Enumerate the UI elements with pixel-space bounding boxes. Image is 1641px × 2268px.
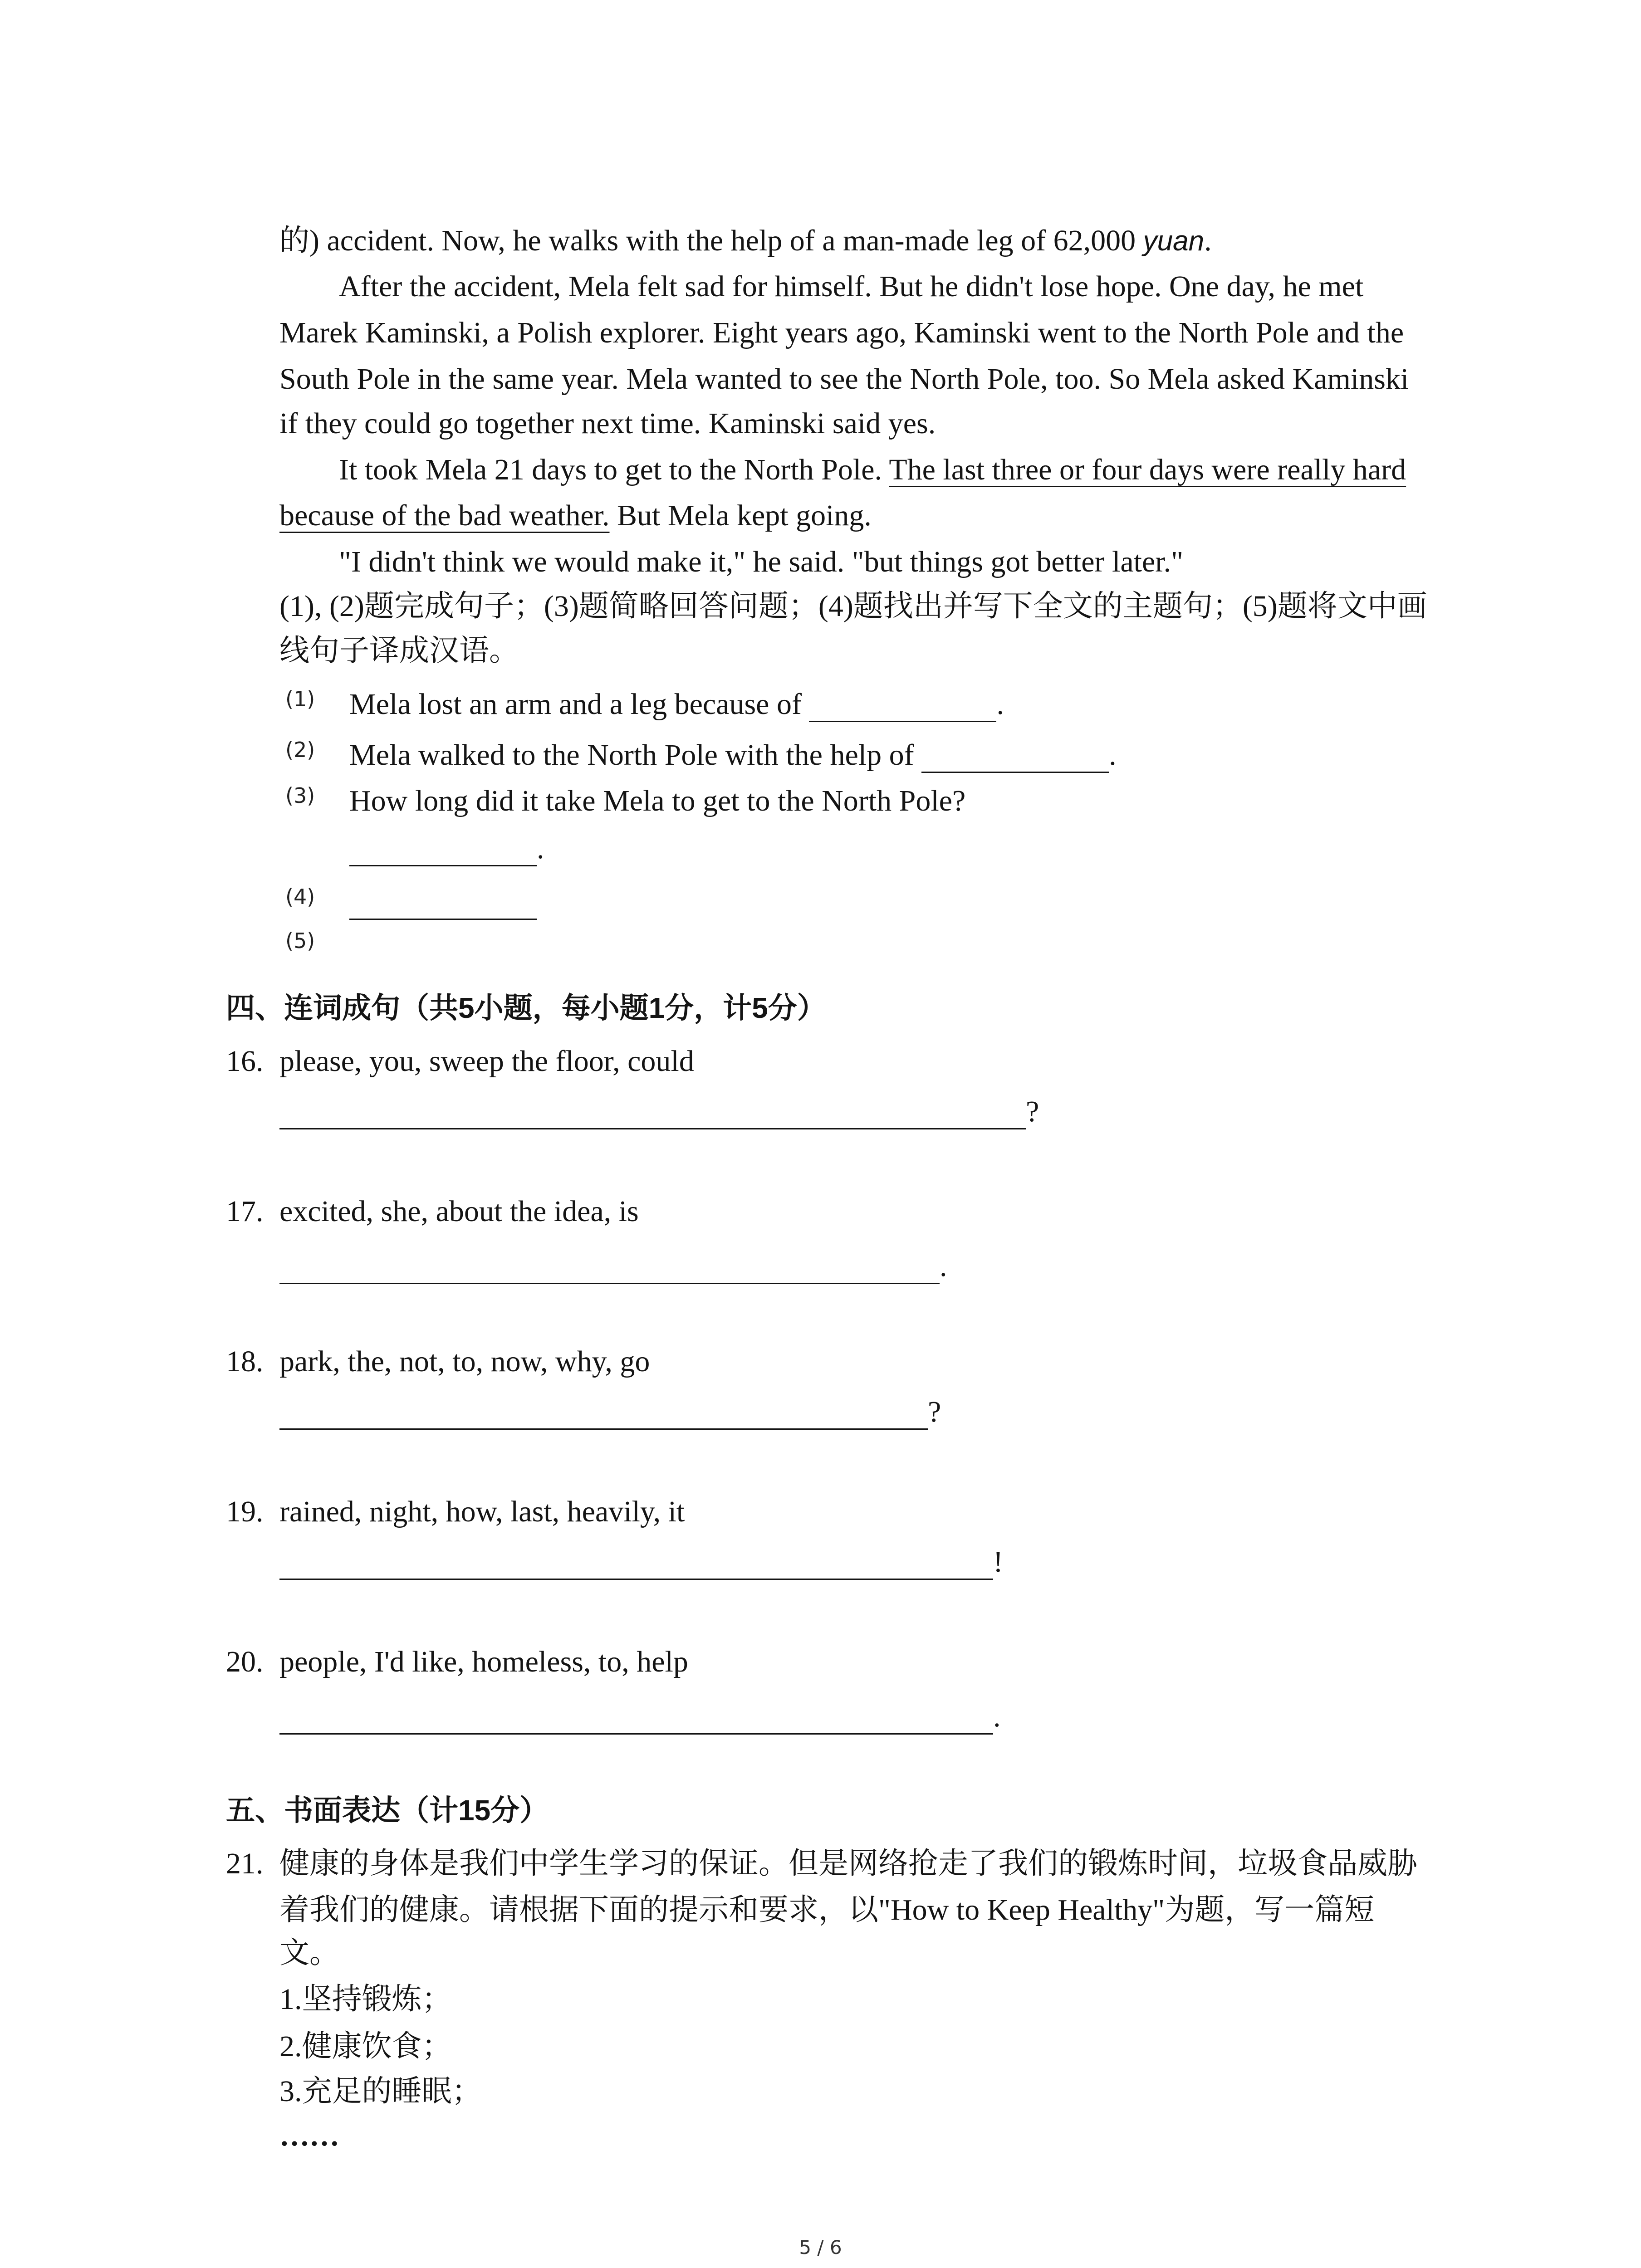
passage-line (339, 447, 1406, 493)
question-label: (5) (285, 929, 315, 953)
passage-line: if they could go together next time. Kaminski said yes. (279, 407, 936, 440)
question-words: people, I'd like, homeless, to, help (279, 1645, 688, 1678)
instructions-line: (1), (2)题完成句子；(3)题简略回答问题；(4)题找出并写下全文的主题句；(5)题将文中画 (279, 590, 1427, 623)
question-words: rained, night, how, last, heavily, it (279, 1495, 685, 1528)
answer-line-row (279, 1089, 1039, 1134)
passage-line: "I didn't think we would make it," he said. "but things got better later." (339, 545, 1184, 578)
answer-blank (279, 1578, 993, 1580)
answer-line-row (279, 1244, 947, 1289)
answer-blank (279, 1428, 928, 1430)
question-number: 20. (226, 1645, 264, 1678)
answer-blank (279, 1733, 993, 1735)
answer-line-row (279, 1540, 1003, 1585)
passage-line (279, 218, 1212, 264)
question-row (285, 778, 1510, 824)
sentence-end-punct: ? (928, 1395, 941, 1428)
answer-blank (279, 1128, 1026, 1129)
passage-text: 的) accident. Now, he walks with the help of a man-made leg of 62,000 (279, 224, 1136, 257)
question-number: 16. (226, 1045, 264, 1078)
writing-prompt-line: 着我们的健康。请根据下面的提示和要求，以"How to Keep Healthy"为题，写一篇短 (279, 1893, 1375, 1926)
page-number: 5 / 6 (799, 2236, 842, 2258)
question-number: 19. (226, 1495, 264, 1528)
instructions-line: 线句子译成汉语。 (279, 634, 519, 667)
writing-prompt-line: 文。 (279, 1936, 339, 1970)
question-punct: . (996, 688, 1004, 721)
question-words: please, you, sweep the floor, could (279, 1045, 694, 1078)
writing-hint: 1.坚持锻炼； (279, 1983, 452, 2016)
section-heading: 五、书面表达（计15分） (226, 1794, 549, 1827)
question-prompt: Mela walked to the North Pole with the help of (349, 738, 914, 772)
answer-blank (921, 771, 1109, 773)
question-row (285, 880, 1510, 925)
writing-hint-ellipsis: …… (279, 2119, 339, 2152)
answer-blank (809, 720, 996, 722)
answer-text (349, 826, 544, 871)
writing-prompt-line: 健康的身体是我们中学生学习的保证。但是网络抢走了我们的锻炼时间，垃圾食品威胁 (279, 1847, 1417, 1880)
question-number: 21. (226, 1847, 264, 1880)
question-words: excited, she, about the idea, is (279, 1195, 639, 1228)
italic-word: yuan (1143, 225, 1205, 257)
passage-text: But Mela kept going. (617, 499, 872, 532)
sentence-end-punct: ? (1026, 1095, 1039, 1128)
section-heading: 四、连词成句（共5小题，每小题1分，计5分） (226, 992, 826, 1024)
writing-hint: 2.健康饮食； (279, 2030, 452, 2063)
answer-blank (279, 1282, 940, 1284)
question-words: park, the, not, to, now, why, go (279, 1345, 650, 1378)
question-row (285, 733, 1510, 778)
writing-hint: 3.充足的睡眠； (279, 2075, 482, 2108)
question-number: 18. (226, 1345, 264, 1378)
question-label: (1) (285, 687, 315, 711)
answer-row (285, 826, 1510, 871)
question-punct: . (537, 832, 544, 865)
sentence-end-punct: . (940, 1250, 947, 1283)
answer-line-row (279, 1694, 1001, 1740)
sentence-end-punct: . (993, 1700, 1001, 1733)
question-row (285, 682, 1510, 727)
question-punct: . (1109, 738, 1117, 772)
passage-line: After the accident, Mela felt sad for himself. But he didn't lose hope. One day, he met (339, 270, 1364, 303)
question-label: (4) (285, 885, 315, 909)
underlined-sentence: The last three or four days were really hard (889, 453, 1406, 486)
passage-line: South Pole in the same year. Mela wanted to see the North Pole, too. So Mela asked Kaminski (279, 362, 1409, 396)
answer-blank (349, 918, 537, 920)
question-text (349, 682, 1004, 727)
question-label: (3) (285, 783, 315, 808)
question-number: 17. (226, 1195, 264, 1228)
underlined-sentence: because of the bad weather. (279, 499, 610, 532)
question-prompt: How long did it take Mela to get to the North Pole? (349, 784, 966, 817)
answer-line-row (279, 1389, 941, 1435)
passage-text: It took Mela 21 days to get to the North Pole. (339, 453, 882, 486)
passage-line: Marek Kaminski, a Polish explorer. Eight years ago, Kaminski went to the North Pole and the (279, 316, 1404, 349)
answer-blank (349, 865, 537, 866)
question-label: (2) (285, 738, 315, 762)
question-row (285, 924, 1510, 969)
answer-text (349, 880, 537, 925)
question-text (349, 733, 1117, 778)
passage-line (279, 493, 872, 538)
question-prompt: Mela lost an arm and a leg because of (349, 688, 802, 721)
passage-text: . (1204, 224, 1212, 257)
sentence-end-punct: ! (993, 1545, 1003, 1579)
